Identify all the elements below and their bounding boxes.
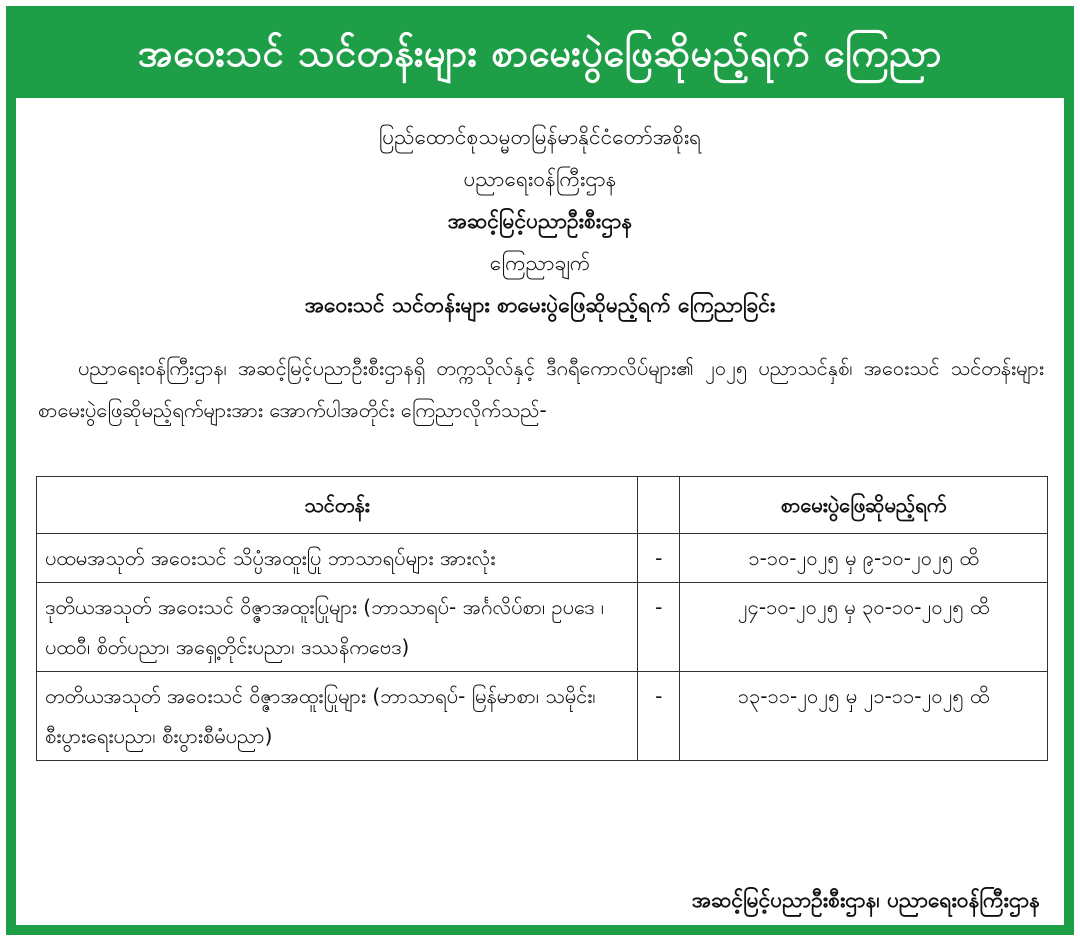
department-name: အဆင့်မြင့်ပညာဦးစီးဌာန: [447, 209, 633, 233]
announcement-subject: အဝေးသင် သင်တန်းများ စာမေးပွဲဖြေဆိုမည့်ရက် ကြေညာခြင်း: [304, 293, 776, 317]
column-header-subject: သင်တန်း: [37, 477, 638, 534]
row-dash: -: [638, 672, 680, 761]
government-name: ပြည်ထောင်စုသမ္မတမြန်မာနိုင်ငံတော်အစိုးရ: [378, 125, 702, 149]
row-date: ၁၃-၁၁-၂၀၂၅ မှ ၂၁-၁၁-၂၀၂၅ ထိ: [680, 672, 1048, 761]
table-header-row: [37, 477, 1048, 534]
notice-frame: [6, 6, 1074, 935]
notice-title: အဝေးသင် သင်တန်းများ စာမေးပွဲဖြေဆိုမည့်ရက် ကြေညာ: [16, 16, 1064, 98]
row-date: ၂၄-၁၀-၂၀၂၅ မှ ၃၀-၁၀-၂၀၂၅ ထိ: [680, 583, 1048, 672]
intro-paragraph: ပညာရေးဝန်ကြီးဌာန၊ အဆင့်မြင့်ပညာဦးစီးဌာနရှိ တက္ကသိုလ်နှင့် ဒီဂရီကောလိပ်များ၏ ၂၀၂၅ ပညာသင်နှစ်၊ အဝေးသင် သင်တန်းများ စာမေးပွဲဖြေဆိုမည့်ရက်များအား အောက်ပါအတိုင်း ကြေညာလိုက်သည်-: [38, 356, 1044, 422]
column-header-date: စာမေးပွဲဖြေဆိုမည့်ရက်: [680, 477, 1048, 534]
table-row: [37, 672, 1048, 761]
row-subject: တတိယအသုတ် အဝေးသင် ဝိဇ္ဇာအထူးပြုများ (ဘာသာရပ်- မြန်မာစာ၊ သမိုင်း၊ စီးပွားရေးပညာ၊ စီးပွားစီမံပညာ): [37, 672, 638, 761]
issuer-signature: အဆင့်မြင့်ပညာဦးစီးဌာန၊ ပညာရေးဝန်ကြီးဌာန: [691, 888, 1040, 912]
row-date: ၁-၁၀-၂၀၂၅ မှ ၉-၁၀-၂၀၂၅ ထိ: [680, 534, 1048, 583]
exam-schedule-table: [36, 476, 1048, 761]
column-header-blank: [638, 477, 680, 534]
row-subject: ဒုတိယအသုတ် အဝေးသင် ဝိဇ္ဇာအထူးပြုများ (ဘာသာရပ်- အင်္ဂလိပ်စာ၊ ဥပဒေ ၊ ပထဝီ၊ စိတ်ပညာ၊ အရှေ့တိုင်းပညာ၊ ဒဿနိကဗေဒ): [37, 583, 638, 672]
ministry-name: ပညာရေးဝန်ကြီးဌာန: [463, 167, 617, 191]
table-row: [37, 583, 1048, 672]
row-dash: -: [638, 534, 680, 583]
announcement-label: ကြေညာချက်: [489, 251, 591, 275]
row-subject: ပထမအသုတ် အဝေးသင် သိပ္ပံအထူးပြု ဘာသာရပ်များ အားလုံး: [37, 534, 638, 583]
notice-header: [16, 116, 1064, 326]
row-dash: -: [638, 583, 680, 672]
table-row: [37, 534, 1048, 583]
